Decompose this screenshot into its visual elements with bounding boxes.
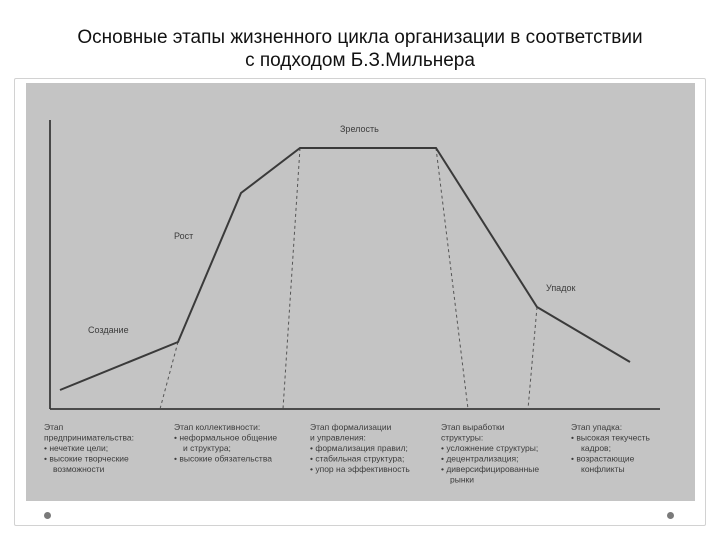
label-maturity: Зрелость: [340, 124, 379, 134]
boundary-line-4: [528, 307, 537, 409]
label-creation: Создание: [88, 325, 129, 335]
title-line-2: с подходом Б.З.Мильнера: [245, 50, 475, 71]
boundary-line-3: [436, 148, 468, 409]
stage-4-line: • диверсифицированные: [441, 464, 540, 474]
stage-4-line: Этап выработки: [441, 422, 505, 432]
boundary-line-1: [160, 342, 178, 409]
stage-entrepreneurship: [44, 422, 136, 474]
stage-3-line: • упор на эффективность: [310, 464, 410, 474]
corner-dot-left: [44, 512, 51, 519]
stage-2-line: • высокие обязательства: [174, 453, 272, 464]
stage-5-line: кадров;: [581, 443, 611, 453]
stage-5-line: Этап упадка:: [571, 422, 623, 432]
stage-4-line: структуры:: [441, 432, 484, 443]
corner-dot-right: [667, 512, 674, 519]
stage-1-line: возможности: [53, 464, 105, 474]
stage-1-line: Этап: [44, 422, 64, 432]
label-growth: Рост: [174, 231, 194, 241]
stage-decline: [571, 422, 652, 474]
label-decline: Упадок: [546, 283, 576, 293]
stage-2-line: • неформальное общение: [174, 432, 278, 443]
stage-3-line: • формализация правил;: [310, 443, 408, 453]
stage-1-line: • нечеткие цели;: [44, 443, 109, 453]
stage-formalization: [310, 422, 410, 474]
stage-collectivity: [174, 422, 279, 464]
title-line-1: Основные этапы жизненного цикла организации в соответствии: [77, 27, 643, 48]
stage-2-line: Этап коллективности:: [174, 422, 261, 432]
stage-5-line: • высокая текучесть: [571, 432, 650, 443]
stage-3-line: • стабильная структура;: [310, 453, 405, 464]
stage-4-line: • усложнение структуры;: [441, 443, 539, 453]
lifecycle-curve: [60, 148, 630, 390]
stage-5-line: конфликты: [581, 464, 625, 474]
stage-3-line: и управления:: [310, 432, 366, 443]
stage-1-line: • высокие творческие: [44, 453, 129, 464]
stage-1-line: предпринимательства:: [44, 432, 135, 443]
stage-structure: [441, 422, 541, 485]
stage-2-line: и структура;: [183, 443, 231, 453]
boundary-line-2: [283, 148, 300, 409]
stage-3-line: Этап формализации: [310, 422, 392, 432]
stage-5-line: • возрастающие: [571, 453, 635, 464]
stage-4-line: • децентрализация;: [441, 453, 519, 464]
stage-4-line: рынки: [450, 474, 474, 485]
